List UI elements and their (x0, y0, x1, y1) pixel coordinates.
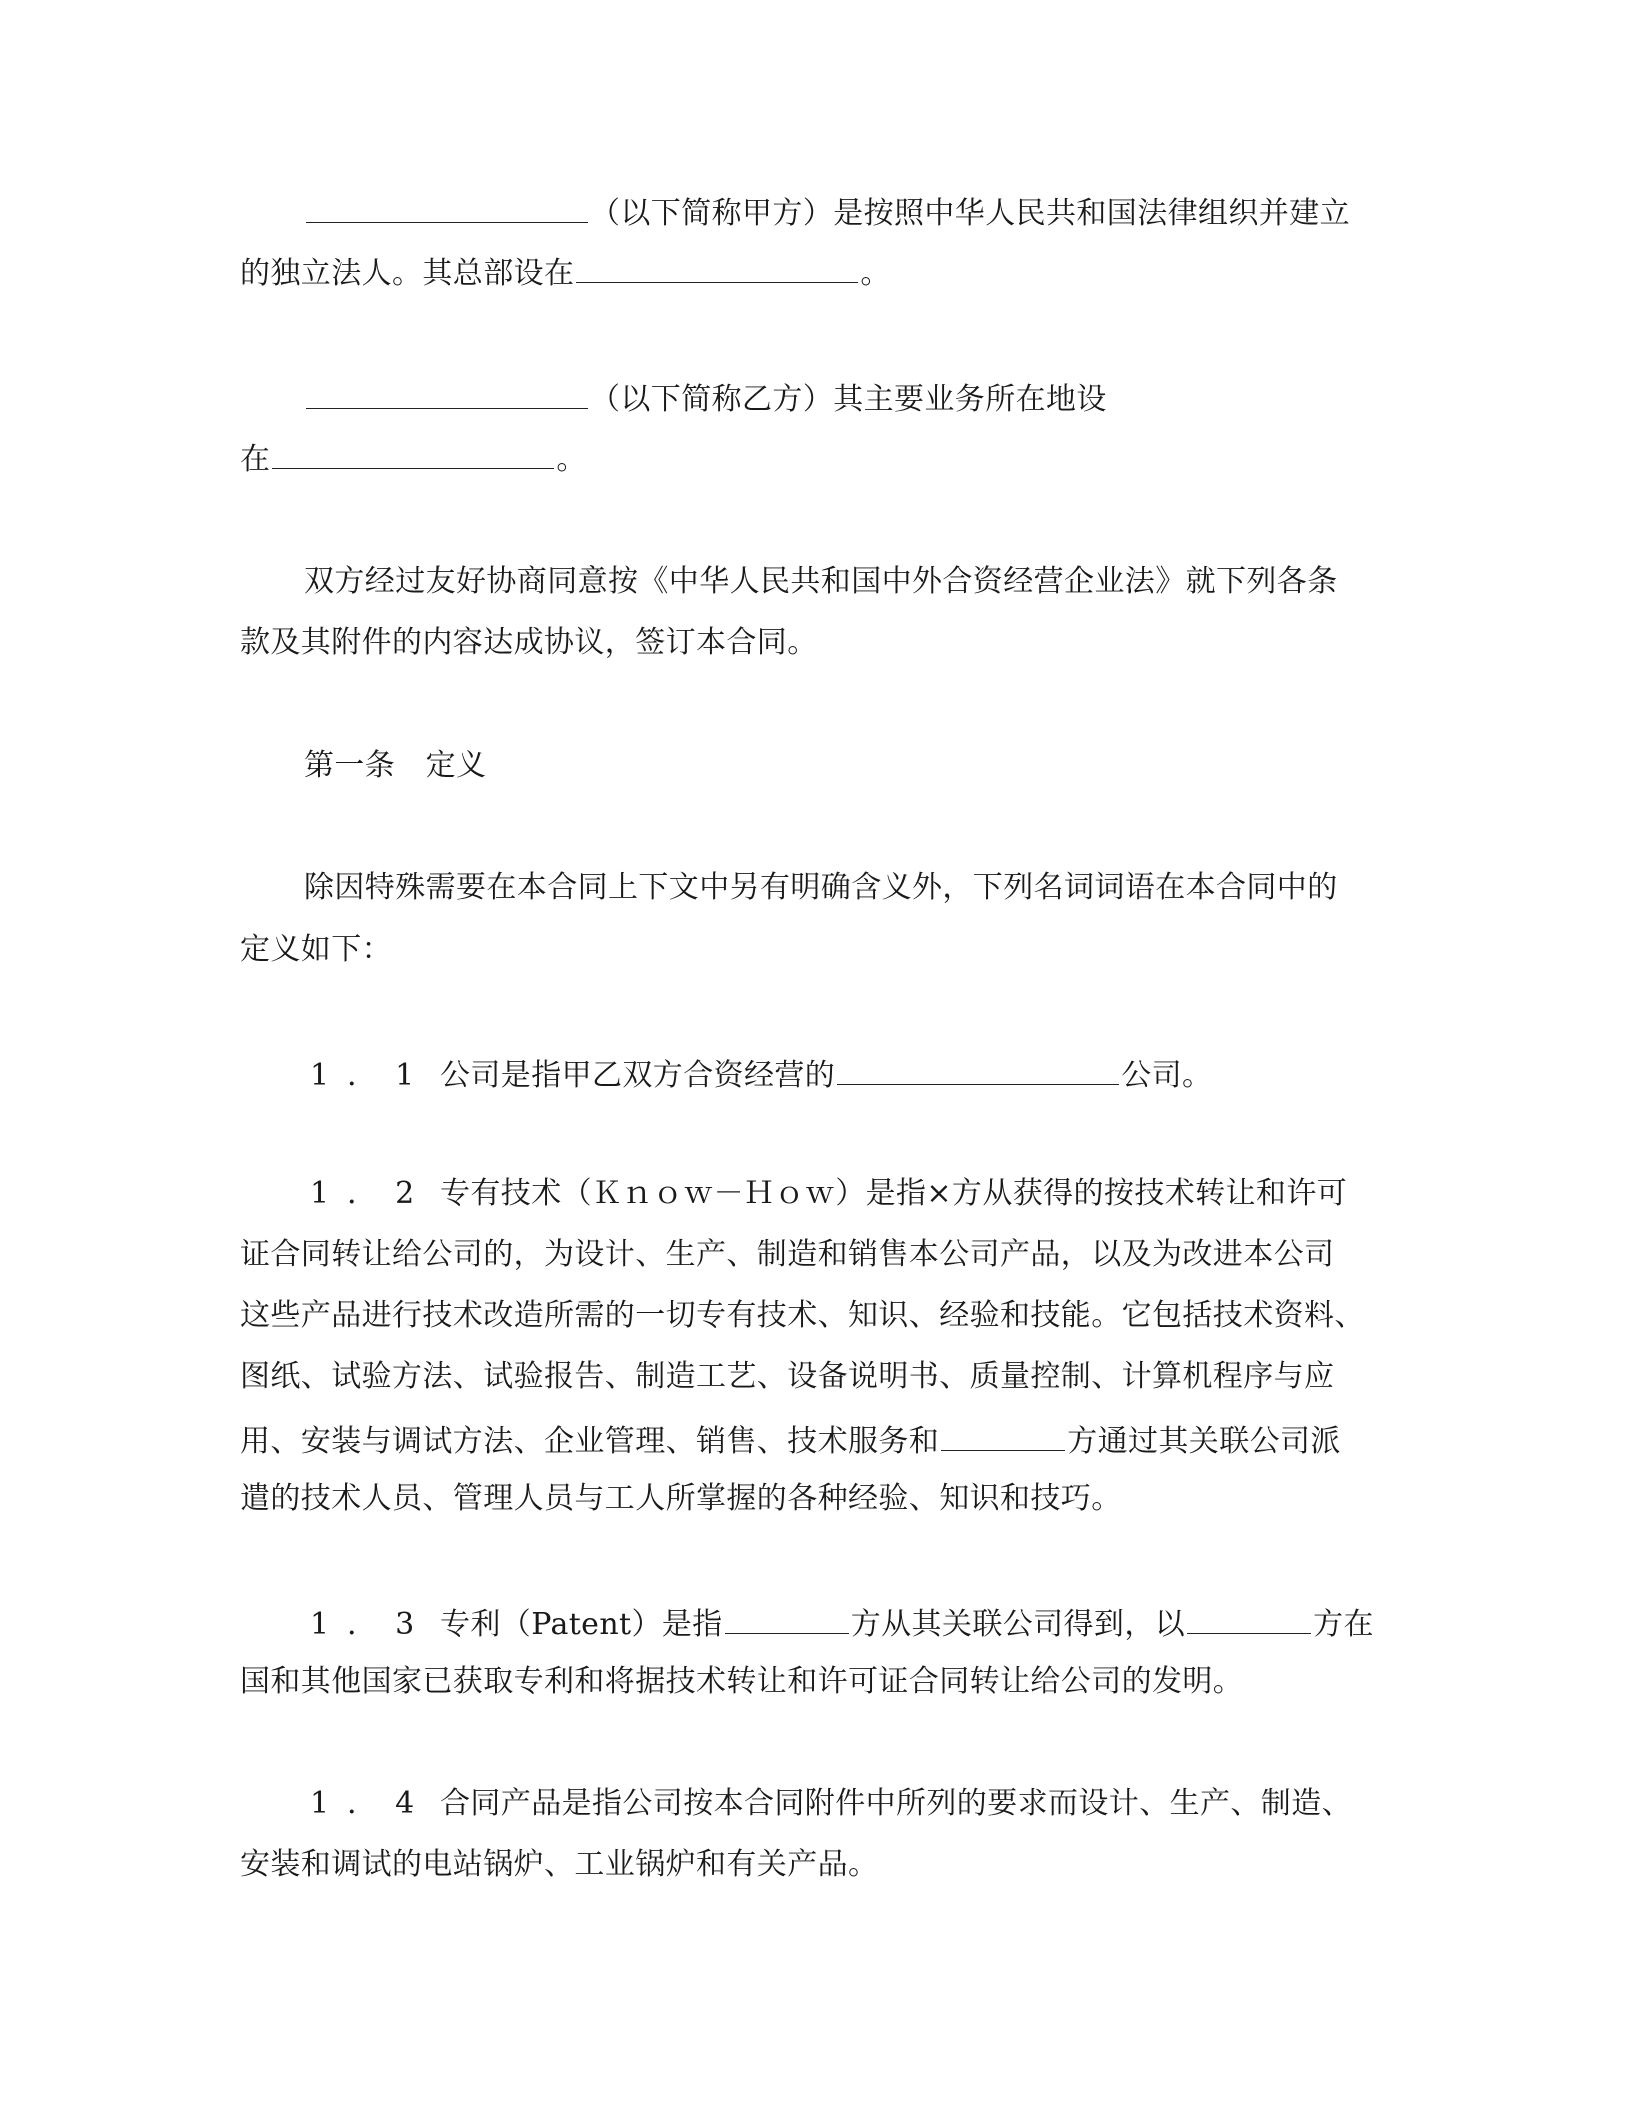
blank-party (725, 1603, 849, 1634)
text: 专利（Patent）是指 (440, 1607, 723, 1642)
party-b-line-2 (240, 438, 587, 478)
party-a-line-1 (304, 192, 1350, 232)
clause-1-2-line-3: 这些产品进行技术改造所需的一切专有技术、知识、经验和技能。它包括技术资料、 (240, 1298, 1365, 1333)
clause-1-2-line-4: 图纸、试验方法、试验报告、制造工艺、设备说明书、质量控制、计算机程序与应 (240, 1359, 1335, 1394)
clause-1-3-line-2: 国和其他国家已获取专利和将据技术转让和许可证合同转让给公司的发明。 (240, 1664, 1244, 1699)
text: 。 (556, 442, 587, 477)
agreement-line-2: 款及其附件的内容达成协议，签订本合同。 (240, 625, 818, 660)
text: （以下简称乙方）其主要业务所在地设 (590, 382, 1107, 417)
agreement-line-1: 双方经过友好协商同意按《中华人民共和国中外合资经营企业法》就下列各条 (304, 564, 1338, 599)
clause-1-4-line-2: 安装和调试的电站锅炉、工业锅炉和有关产品。 (240, 1847, 879, 1882)
blank-party-b-name (306, 378, 588, 409)
party-b-line-1 (304, 378, 1107, 418)
clause-1-4-line-1 (310, 1786, 1352, 1822)
blank-party-a-hq (576, 252, 858, 283)
text: 用、安装与调试方法、企业管理、销售、技术服务和 (240, 1424, 940, 1459)
definition-intro-line-2: 定义如下： (240, 932, 392, 967)
blank-party-a-name (306, 192, 588, 223)
text: 专有技术（Ｋｎｏｗ－Ｈｏｗ）是指×方从获得的按技术转让和许可 (440, 1176, 1348, 1211)
clause-number: 1．3 (310, 1607, 433, 1642)
text: 的独立法人。其总部设在 (240, 256, 575, 291)
clause-1-2-line-2: 证合同转让给公司的，为设计、生产、制造和销售本公司产品，以及为改进本公司 (240, 1237, 1335, 1272)
clause-number: 1．2 (310, 1176, 433, 1211)
blank-party (941, 1420, 1065, 1451)
text: 方通过其关联公司派 (1067, 1424, 1341, 1459)
text: 公司是指甲乙双方合资经营的 (440, 1058, 836, 1093)
text: 在 (240, 442, 271, 477)
party-a-line-2 (240, 252, 891, 292)
clause-1-3-line-1 (310, 1603, 1374, 1643)
text: 合同产品是指公司按本合同附件中所列的要求而设计、生产、制造、 (440, 1786, 1352, 1821)
text: 。 (860, 256, 891, 291)
clause-1-2-line-6: 遣的技术人员、管理人员与工人所掌握的各种经验、知识和技巧。 (240, 1481, 1122, 1516)
clause-number: 1．4 (310, 1786, 433, 1821)
text: （以下简称甲方）是按照中华人民共和国法律组织并建立 (590, 196, 1350, 231)
text: 公司。 (1121, 1058, 1213, 1093)
blank-party (1187, 1603, 1311, 1634)
clause-1-2-line-5 (240, 1420, 1341, 1460)
clause-number: 1．1 (310, 1058, 433, 1093)
text: 方从其关联公司得到，以 (850, 1607, 1186, 1642)
blank-party-b-location (272, 438, 554, 469)
blank-company-name (837, 1054, 1119, 1085)
clause-1-2-line-1 (310, 1176, 1347, 1212)
article-1-title: 第一条 定义 (304, 748, 487, 783)
text: 方在 (1313, 1607, 1374, 1642)
clause-1-1 (310, 1054, 1212, 1094)
definition-intro-line-1: 除因特殊需要在本合同上下文中另有明确含义外，下列名词词语在本合同中的 (304, 870, 1338, 905)
